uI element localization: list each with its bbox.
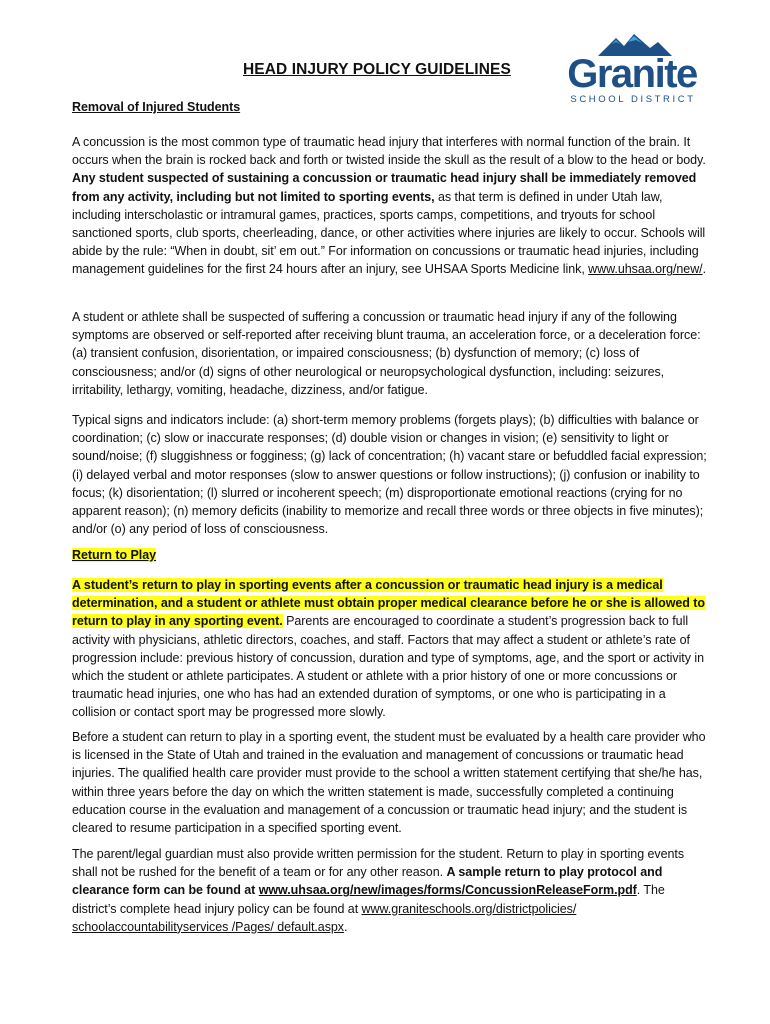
- paragraph-symptoms: A student or athlete shall be suspected of suffering a concussion or traumatic head injury if any of the following symptoms are observed or self-reported after receiving blunt trauma, an acceleration force, or a deceleration force: (a) transient confusion, disorientation, or impaired consciousness; (b) dysfunction of memory; (c) loss of consciousness; and/or (d) signs of other neurological or neuropsychological dysfunction, including: seizures, irritability, lethargy, vomiting, headache, dizziness, and/or fatigue.: [72, 310, 701, 397]
- paragraph-parent-permission: [72, 845, 708, 936]
- concussion-release-form-link[interactable]: www.uhsaa.org/new/images/forms/ConcussionReleaseForm.pdf: [258, 883, 637, 898]
- paragraph-concussion-definition: [72, 133, 708, 279]
- page-title: HEAD INJURY POLICY GUIDELINES: [243, 61, 511, 78]
- paragraph-signs-indicators: Typical signs and indicators include: (a) short-term memory problems (forgets plays); (b) difficulties with balance or coordination; (c) slow or inaccurate responses; (d) double vision or changes in vision; (e) sensitivity to light or sound/noise; (f) sluggishness or fogginess; (g) lack of concentration; (h) vacant stare or befuddled facial expression; (i) delayed verbal and motor responses (slow to answer questions or follow instructions); (j) confusion or inability to focus; (k) disorientation; (l) slurred or incoherent speech; (m) disproportionate emotional reactions (crying for no apparent reason); (n) memory deficits (inability to memorize and recall three words or three objects in five minutes); and/or (o) any period of loss of consciousness.: [72, 413, 707, 537]
- p4-highlighted-rule: A student’s return to play in sporting events after a concussion or traumatic head injury is a medical determination, and a student or athlete must obtain proper medical clearance before he or she is allowed to return to play in any sporting event.: [72, 578, 705, 629]
- p1-text-a: A concussion is the most common type of traumatic head injury that interferes with normal function of the brain. It occurs when the brain is rocked back and forth or twisted inside the skull as the result of a blow to the head or body.: [72, 135, 706, 168]
- paragraph-return-determination: [72, 576, 708, 722]
- p6-text-a: The parent/legal guardian must also provide written permission for the student. Return to play in sporting events shall not be rushed for the benefit of a team or for any other reason.: [72, 847, 685, 880]
- p6-text-b: . The district’s complete head injury policy can be found at: [72, 883, 665, 916]
- p1-end: .: [702, 262, 707, 277]
- district-policy-link[interactable]: www.graniteschools.org/districtpolicies/ schoolaccountabilityservices /Pages/ default.aspx: [72, 901, 577, 934]
- p1-text-b: as that term is defined in under Utah law, including interscholastic or intramural games, practices, sports camps, competitions, and tryouts for school sanctioned sports, club sports, cheerleading, dance, or other activities where injuries are likely to occur. Schools will abide by the rule: “When in doubt, sit’ em out.” For information on concussions or traumatic head injuries, including management guidelines for the first 24 hours after an injury, see UHSAA Sports Medicine link,: [72, 189, 706, 277]
- uhsaa-link[interactable]: www.uhsaa.org/new/: [588, 262, 703, 277]
- section-heading-removal: Removal of Injured Students: [72, 100, 241, 114]
- p1-bold-removal-rule: Any student suspected of sustaining a concussion or traumatic head injury shall be immediately removed from any activity, including but not limited to sporting events,: [72, 171, 697, 204]
- return-heading-highlight: Return to Play: [72, 548, 157, 562]
- paragraph-health-care-evaluation: Before a student can return to play in a sporting event, the student must be evaluated by a health care provider who is licensed in the State of Utah and trained in the evaluation and management of concussions or traumatic head injuries. The qualified health care provider must provide to the school a written statement certifying that she/he has, within three years before the day on which the written statement is made, successfully completed a continuing education course in the evaluation and management of a concussion or traumatic head injury; and the student is cleared to resume participation in a specified sporting event.: [72, 730, 706, 836]
- section-heading-return-to-play: [72, 546, 708, 564]
- p4-rest: Parents are encouraged to coordinate a student’s progression back to full activity with physicians, athletic directors, coaches, and staff. Factors that may affect a student or athlete’s rate of progression include: previous history of concussion, duration and type of symptoms, age, and the sport or activity in which the student or athlete participates. A student or athlete with a prior history of one or more concussions or traumatic head injuries, one who has had an extended duration of symptoms, or one who is participating in a collision or contact sport may be progressed more slowly.: [72, 614, 704, 720]
- p6-end: .: [344, 919, 348, 934]
- logo-wordmark: Granite: [567, 52, 697, 96]
- p6-bold-protocol: A sample return to play protocol and clearance form can be found at: [72, 865, 663, 898]
- logo-subtitle: SCHOOL DISTRICT: [570, 94, 696, 105]
- granite-school-district-logo: [560, 34, 702, 106]
